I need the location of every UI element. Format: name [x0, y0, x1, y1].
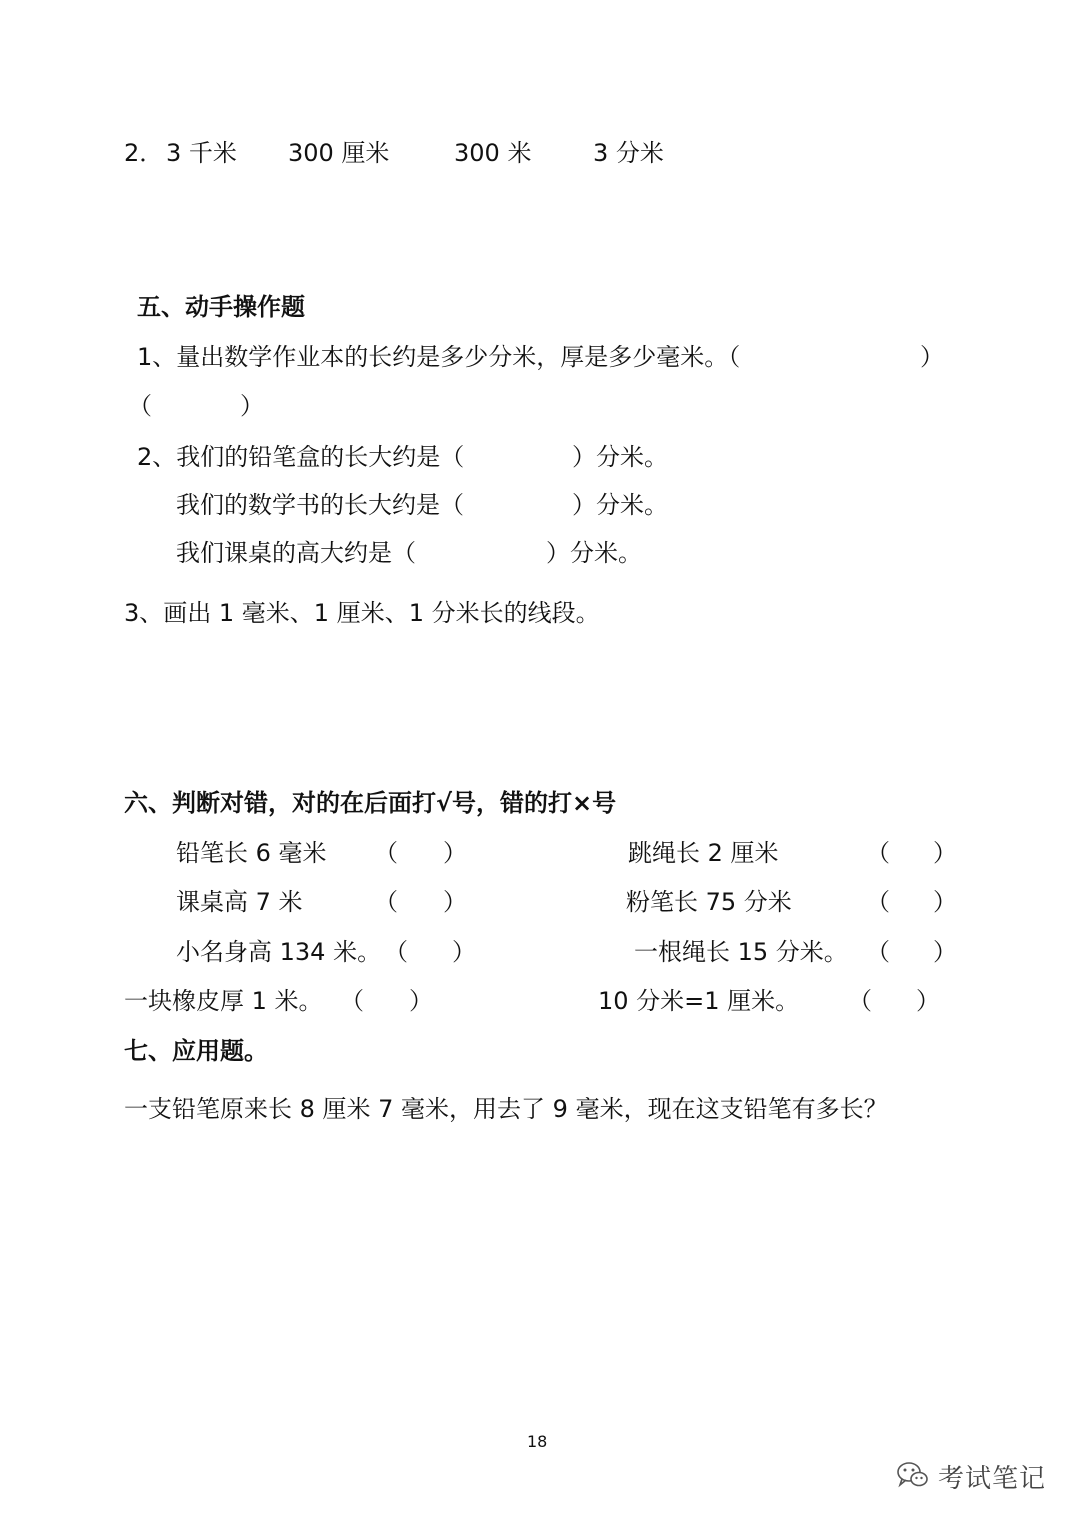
question-text: 我们的数学书的长大约是（ — [176, 491, 464, 519]
judge-item: 小名身高 134 米。 — [176, 938, 382, 966]
option-text: 3 分米 — [593, 139, 664, 167]
answer-bracket-close: ） — [920, 343, 944, 371]
answer-bracket-close: ） — [933, 938, 957, 966]
question-text: ）分米。 — [572, 443, 668, 471]
answer-bracket-close: ） — [443, 839, 467, 867]
section-heading: 六、判断对错，对的在后面打√号，错的打×号 — [124, 789, 617, 817]
question-text: 我们课桌的高大约是（ — [176, 539, 416, 567]
answer-bracket-open: （ — [866, 938, 890, 966]
answer-bracket-close: ） — [240, 392, 264, 420]
option-text: 300 米 — [454, 139, 532, 167]
question-text: ）分米。 — [572, 491, 668, 519]
option-text: 3 千米 — [166, 139, 237, 167]
section-heading: 七、应用题。 — [124, 1037, 268, 1065]
judge-item: 课桌高 7 米 — [176, 888, 303, 916]
question-text: ）分米。 — [546, 539, 642, 567]
watermark — [896, 1458, 1046, 1495]
answer-bracket-open: （ — [866, 888, 890, 916]
judge-item: 铅笔长 6 毫米 — [176, 839, 327, 867]
question-label: 2． — [124, 139, 164, 167]
answer-bracket-open: （ — [340, 987, 364, 1015]
question-text: 一支铅笔原来长 8 厘米 7 毫米，用去了 9 毫米，现在这支铅笔有多长？ — [124, 1095, 888, 1123]
option-text: 300 厘米 — [288, 139, 390, 167]
answer-bracket-open: （ — [384, 938, 408, 966]
question-text: 1、量出数学作业本的长约是多少分米，厚是多少毫米。（ — [137, 343, 741, 371]
answer-bracket-open: （ — [374, 839, 398, 867]
question-text: 2、我们的铅笔盒的长大约是（ — [137, 443, 465, 471]
judge-item: 一块橡皮厚 1 米。 — [124, 987, 323, 1015]
answer-bracket-close: ） — [443, 888, 467, 916]
answer-bracket-open: （ — [128, 392, 152, 420]
answer-bracket-open: （ — [866, 839, 890, 867]
answer-bracket-close: ） — [933, 888, 957, 916]
section-heading: 五、动手操作题 — [137, 293, 305, 321]
page-number: 18 — [527, 1432, 548, 1451]
answer-bracket-open: （ — [848, 987, 872, 1015]
watermark-text: 考试笔记 — [938, 1464, 1047, 1494]
judge-item: 10 分米=1 厘米。 — [598, 987, 800, 1015]
question-text: 3、画出 1 毫米、1 厘米、1 分米长的线段。 — [124, 599, 600, 627]
answer-bracket-close: ） — [452, 938, 476, 966]
judge-item: 一根绳长 15 分米。 — [634, 938, 848, 966]
answer-bracket-close: ） — [409, 987, 433, 1015]
answer-bracket-close: ） — [916, 987, 940, 1015]
judge-item: 粉笔长 75 分米 — [626, 888, 792, 916]
judge-item: 跳绳长 2 厘米 — [628, 839, 779, 867]
answer-bracket-open: （ — [374, 888, 398, 916]
wechat-icon — [896, 1460, 930, 1494]
answer-bracket-close: ） — [933, 839, 957, 867]
